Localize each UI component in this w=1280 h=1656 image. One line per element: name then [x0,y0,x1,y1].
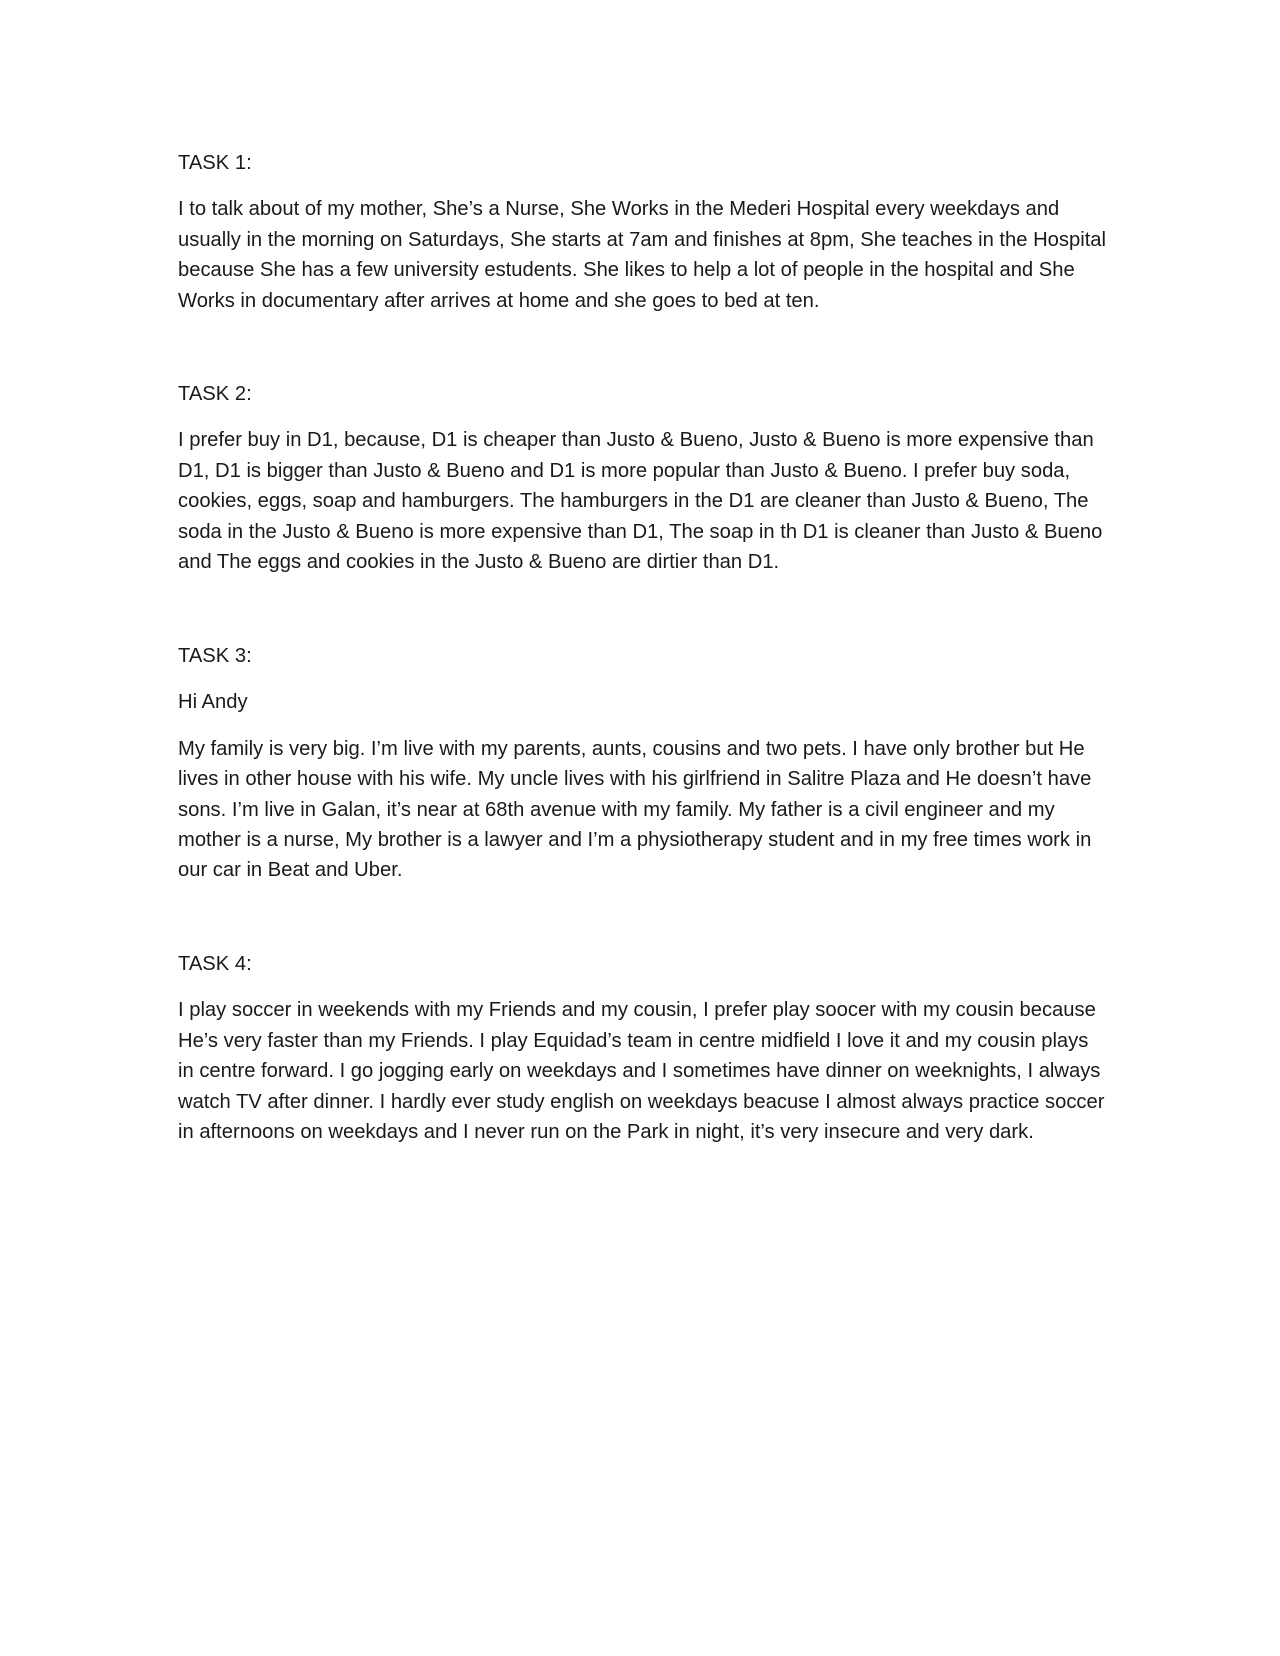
task-4-paragraph: I play soccer in weekends with my Friends and my cousin, I prefer play soocer with my cousin because He’s very faster than my Friends. I play Equidad’s team in centre midfield I love it and my cousin plays in centre forward. I go jogging early on weekdays and I sometimes have dinner on weeknights, I always watch TV after dinner. I hardly ever study english on weekdays beacuse I almost always practice soccer in afternoons on weekdays and I never run on the Park in night, it’s very insecure and very dark. [178,999,1105,1144]
task-2-section [178,379,1108,577]
task-1-paragraph: I to talk about of my mother, She’s a Nurse, She Works in the Mederi Hospital every weekdays and usually in the morning on Saturdays, She starts at 7am and finishes at 8pm, She teaches in the Hospital because She has a few university estudents. She likes to help a lot of people in the hospital and She Works in documentary after arrives at home and she goes to bed at ten. [178,198,1107,312]
task-4-heading: TASK 4: [178,953,252,975]
task-3-section [178,641,1108,886]
task-4-section [178,949,1108,1147]
task-3-heading: TASK 3: [178,645,252,667]
document-body [178,148,1108,1144]
task-1-heading: TASK 1: [178,152,252,174]
task-2-paragraph: I prefer buy in D1, because, D1 is cheaper than Justo & Bueno, Justo & Bueno is more expensive than D1, D1 is bigger than Justo & Bueno and D1 is more popular than Justo & Bueno. I prefer buy soda, cookies, eggs, soap and hamburgers. The hamburgers in the D1 are cleaner than Justo & Bueno, The soda in the Justo & Bueno is more expensive than D1, The soap in th D1 is cleaner than Justo & Bueno and The eggs and cookies in the Justo & Bueno are dirtier than D1. [178,429,1103,574]
task-3-paragraph: My family is very big. I’m live with my parents, aunts, cousins and two pets. I have only brother but He lives in other house with his wife. My uncle lives with his girlfriend in Salitre Plaza and He doesn’t have sons. I’m live in Galan, it’s near at 68th avenue with my family. My father is a civil engineer and my mother is a nurse, My brother is a lawyer and I’m a physiotherapy student and in my free times work in our car in Beat and Uber. [178,737,1092,882]
task-3-greeting: Hi Andy [178,691,248,714]
task-2-heading: TASK 2: [178,383,252,405]
task-1-section [178,148,1108,316]
